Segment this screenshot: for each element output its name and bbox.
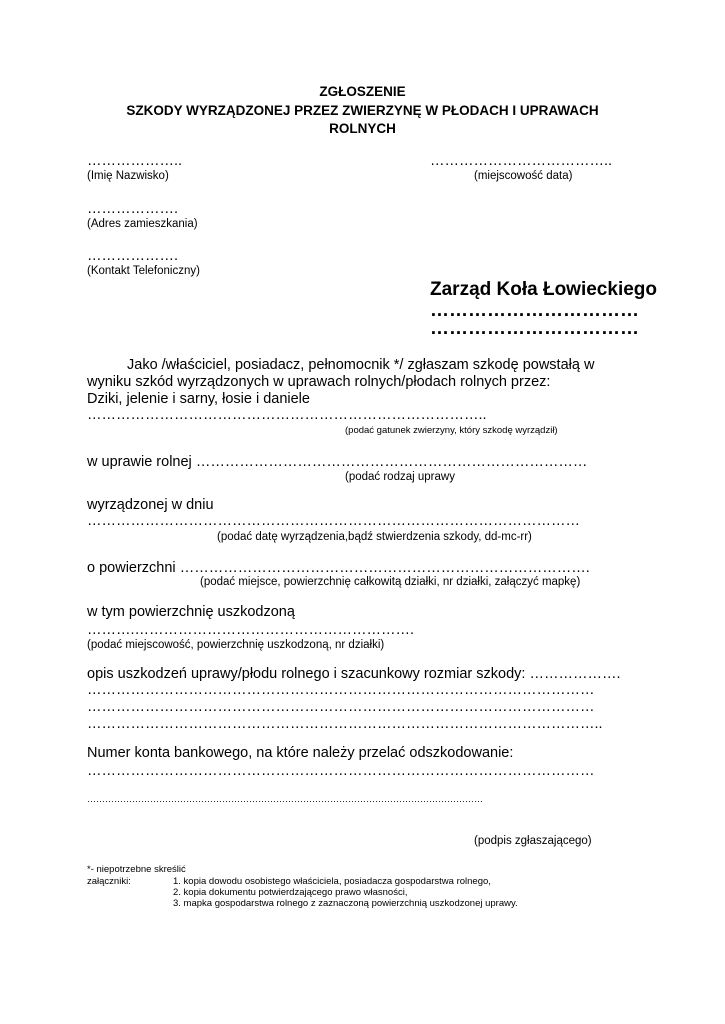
form-title: ZGŁOSZENIE xyxy=(319,84,406,99)
footnote: *- niepotrzebne skreślić xyxy=(87,864,186,875)
form-subtitle-cont: ROLNYCH xyxy=(329,121,396,136)
date-label: wyrządzonej w dniu xyxy=(87,497,214,513)
desc-field-2[interactable]: …………………………………………………………………………………………… xyxy=(87,699,595,715)
attachment-item: 2. kopia dokumentu potwierdzającego prawo własności, xyxy=(173,887,408,898)
area-field-row[interactable] xyxy=(87,560,590,576)
recipient-title: Zarząd Koła Łowieckiego xyxy=(430,279,657,300)
area-hint: (podać miejsce, powierzchnię całkowitą działki, nr działki, załączyć mapkę) xyxy=(200,576,581,588)
crop-hint: (podać rodzaj uprawy xyxy=(345,471,455,483)
recipient-line-1[interactable]: …………………………… xyxy=(430,300,639,321)
date-hint: (podać datę wyrządzenia,bądź stwierdzenia szkody, dd-mc-rr) xyxy=(217,531,532,543)
statement-line-1: Jako /właściciel, posiadacz, pełnomocnik */ zgłaszam szkodę powstałą w xyxy=(127,357,595,373)
place-date-field[interactable]: ……………………………….. xyxy=(430,153,613,169)
damaged-field[interactable]: ……….…………………………………………………. xyxy=(87,622,415,638)
crop-label: w uprawie rolnej xyxy=(87,454,192,470)
name-field[interactable]: ……………….. xyxy=(87,153,183,169)
desc-label-dots[interactable]: ………………. xyxy=(529,666,621,682)
damaged-hint: (podać miejscowość, powierzchnię uszkodzoną, nr działki) xyxy=(87,639,385,651)
place-date-label: (miejscowość data) xyxy=(474,170,573,182)
address-field[interactable]: ………………. xyxy=(87,201,179,217)
damaged-label: w tym powierzchnię uszkodzoną xyxy=(87,604,295,620)
attachment-item: 3. mapka gospodarstwa rolnego z zaznaczoną powierzchnią uszkodzonej uprawy. xyxy=(173,898,518,909)
area-label: o powierzchni xyxy=(87,560,176,576)
signature-line[interactable]: …………………………………………………………………………………………………………………… xyxy=(87,794,483,804)
recipient-line-2[interactable]: …………………………… xyxy=(430,318,639,339)
area-dots[interactable]: …………………………………………………………………………. xyxy=(179,560,590,576)
statement-line-2: wyniku szkód wyrządzonych w uprawach rolnych/płodach rolnych przez: xyxy=(87,374,551,390)
date-field[interactable]: ………………………………………………………………………………………… xyxy=(87,513,580,529)
desc-row[interactable] xyxy=(87,666,621,682)
bank-label: Numer konta bankowego, na które należy przelać odszkodowanie: xyxy=(87,745,514,761)
desc-label: opis uszkodzeń uprawy/płodu rolnego i szacunkowy rozmiar szkody: xyxy=(87,666,526,682)
signature-label: (podpis zgłaszającego) xyxy=(474,835,592,847)
species-hint: (podać gatunek zwierzyny, który szkodę wyrządził) xyxy=(345,425,558,436)
form-subtitle: SZKODY WYRZĄDZONEJ PRZEZ ZWIERZYNĘ W PŁODACH I UPRAWACH xyxy=(126,103,599,118)
crop-dots[interactable]: ……………………………………………………………………… xyxy=(195,454,588,470)
phone-label: (Kontakt Telefoniczny) xyxy=(87,265,200,277)
desc-field-3[interactable]: …………………………………………………………………………………………….. xyxy=(87,716,603,732)
species-field[interactable]: ……………………………………………………………………….. xyxy=(87,407,487,423)
crop-field-row[interactable] xyxy=(87,454,587,470)
phone-field[interactable]: ………………. xyxy=(87,248,179,264)
attachment-item: 1. kopia dowodu osobistego właściciela, posiadacza gospodarstwa rolnego, xyxy=(173,876,491,887)
attachments-label: załączniki: xyxy=(87,876,131,887)
statement-line-3: Dziki, jelenie i sarny, łosie i daniele xyxy=(87,391,310,407)
name-label: (Imię Nazwisko) xyxy=(87,170,169,182)
address-label: (Adres zamieszkania) xyxy=(87,218,198,230)
bank-field[interactable]: …………………………………………………………………………………………… xyxy=(87,763,595,779)
desc-field-1[interactable]: …………………………………………………………………………………………… xyxy=(87,682,595,698)
